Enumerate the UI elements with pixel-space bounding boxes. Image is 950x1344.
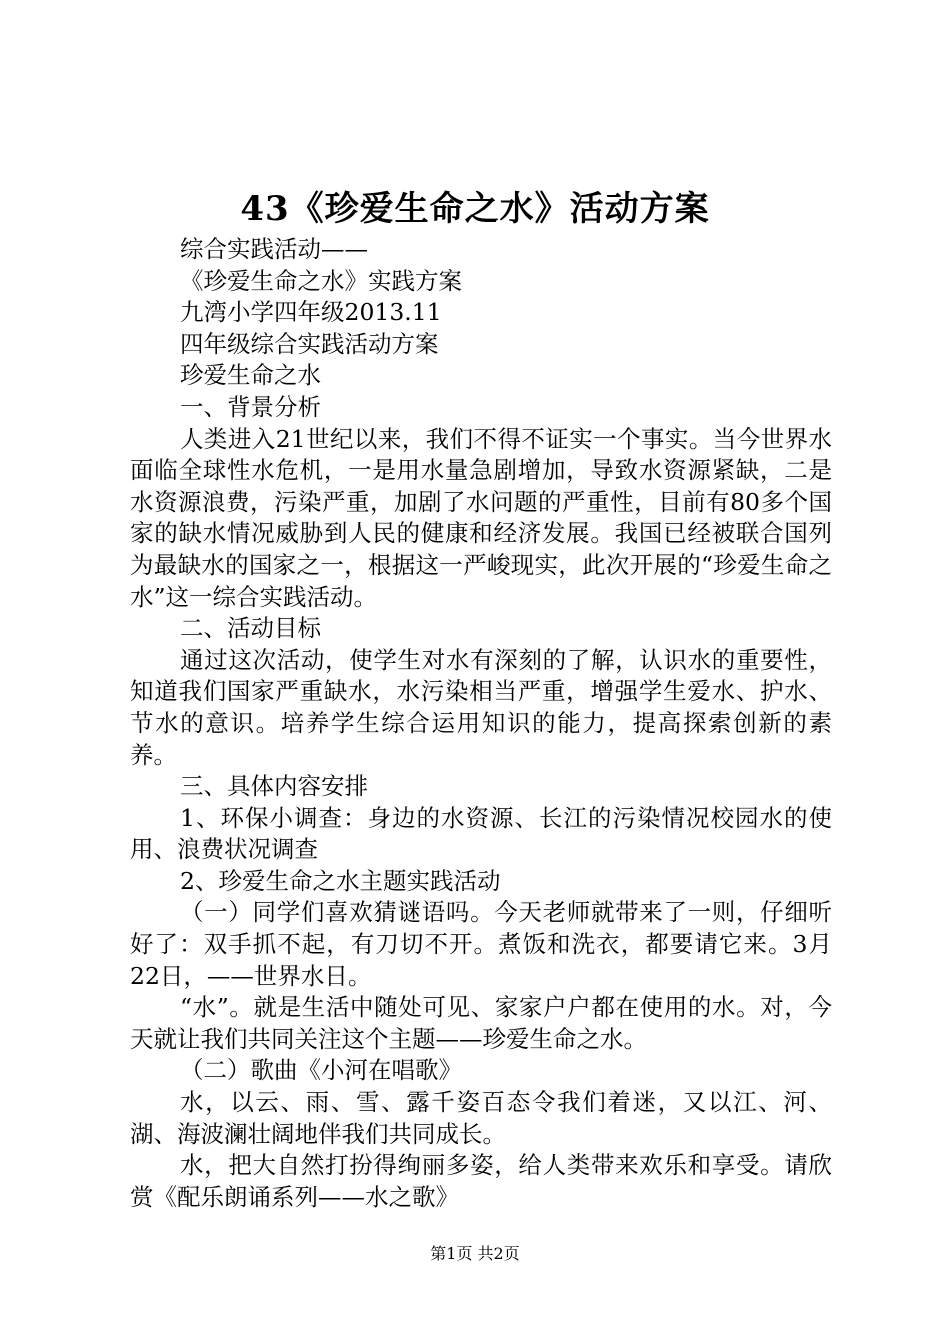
section-heading: 二、活动目标	[180, 614, 321, 643]
document-title: 43《珍爱生命之水》活动方案	[240, 189, 710, 229]
paragraph: 2、珍爱生命之水主题实践活动	[180, 866, 501, 895]
paragraph: 珍爱生命之水	[180, 361, 321, 390]
section-heading: 一、背景分析	[180, 392, 321, 421]
paragraph: （一）同学们喜欢猜谜语吗。今天老师就带来了一则，仔细听好了：双手抓不起，有刀切不开。煮饭和洗衣，都要请它来。3月22日，——世界水日。	[130, 898, 832, 990]
paragraph: 人类进入21世纪以来，我们不得不证实一个事实。当今世界水面临全球性水危机，一是用水量急剧增加，导致水资源紧缺，二是水资源浪费，污染严重，加剧了水问题的严重性，目前有80多个国家的缺水情况威胁到人民的健康和经济发展。我国已经被联合国列为最缺水的国家之一，根据这一严峻现实，此次开展的“珍爱生命之水”这一综合实践活动。	[130, 424, 832, 611]
section-heading: 三、具体内容安排	[180, 772, 368, 801]
paragraph: （二）歌曲《小河在唱歌》	[180, 1056, 462, 1085]
paragraph: 通过这次活动，使学生对水有深刻的了解，认识水的重要性，知道我们国家严重缺水，水污染相当严重，增强学生爱水、护水、节水的意识。培养学生综合运用知识的能力，提高探索创新的素养。	[130, 645, 832, 769]
paragraph: 四年级综合实践活动方案	[180, 329, 439, 358]
paragraph: 综合实践活动——	[180, 235, 368, 263]
paragraph: 水，把大自然打扮得绚丽多姿，给人类带来欢乐和享受。请欣赏《配乐朗诵系列——水之歌》	[130, 1151, 832, 1211]
paragraph: 1、环保小调查：身边的水资源、长江的污染情况校园水的使用、浪费状况调查	[130, 803, 832, 864]
paragraph: 水，以云、雨、雪、露千姿百态令我们着迷，又以江、河、湖、海波澜壮阔地伴我们共同成长。	[130, 1088, 832, 1148]
paragraph: “水”。就是生活中随处可见、家家户户都在使用的水。对，今天就让我们共同关注这个主题——珍爱生命之水。	[130, 993, 832, 1053]
document-body	[130, 234, 832, 1213]
paragraph: 《珍爱生命之水》实践方案	[180, 266, 462, 295]
page-footer: 第1页 共2页	[430, 1244, 520, 1263]
paragraph: 九湾小学四年级2013.11	[180, 298, 442, 327]
